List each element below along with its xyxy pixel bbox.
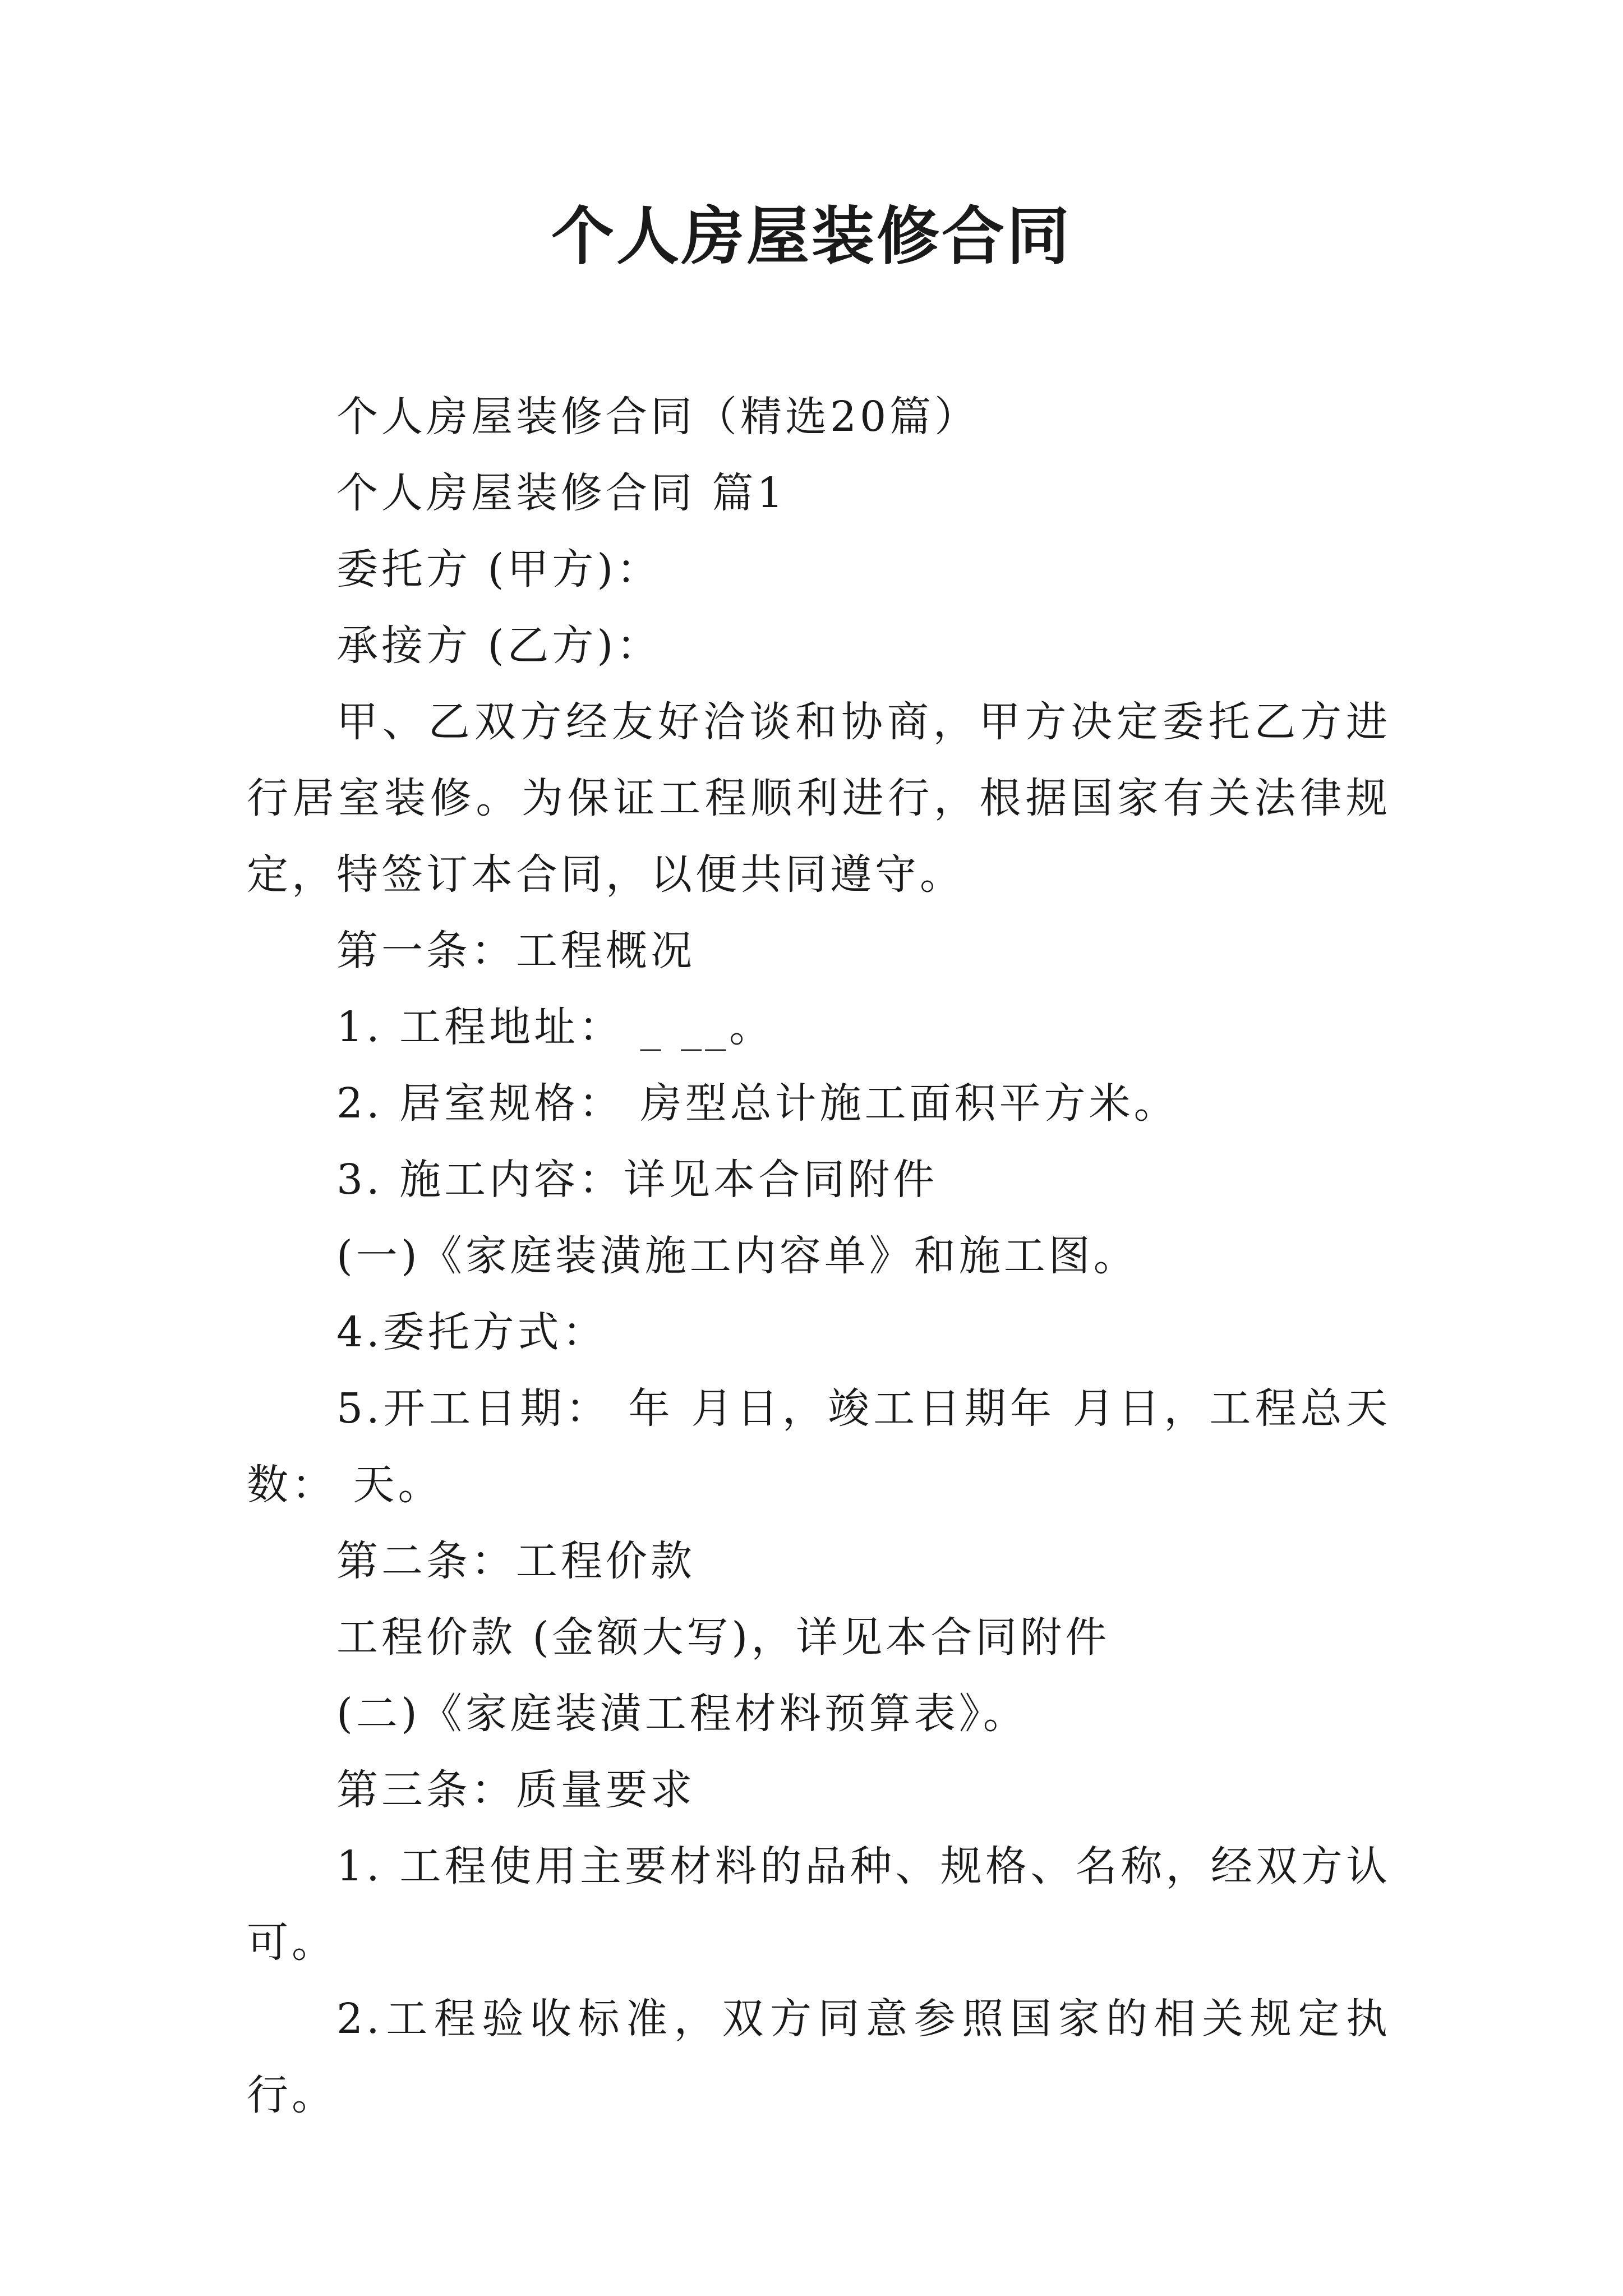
document-title: 个人房屋装修合同 (551, 200, 1072, 273)
paragraph-article-1: 第一条：工程概况 (336, 927, 695, 975)
paragraph-article-2: 第二条：工程价款 (336, 1537, 695, 1585)
paragraph-item: 4.委托方式： (336, 1308, 607, 1356)
paragraph-preamble: 甲、乙双方经友好洽谈和协商，甲方决定委托乙方进行居室装修。为保证工程顺利进行，根据国家有关法律规定，特签订本合同，以便共同遵守。 (247, 698, 1391, 899)
paragraph-subtitle: 个人房屋装修合同（精选20篇） (336, 393, 980, 441)
paragraph-item: 5.开工日期： 年 月日，竣工日期年 月日，工程总天数： 天。 (247, 1384, 1391, 1509)
paragraph-item: 2. 居室规格： 房型总计施工面积平方米。 (336, 1079, 1179, 1128)
paragraph-item: 工程价款 (金额大写)，详见本合同附件 (336, 1613, 1110, 1662)
paragraph-party-b: 承接方 (乙方)： (336, 622, 662, 670)
paragraph-article-3: 第三条：质量要求 (336, 1766, 695, 1814)
paragraph-item: (一)《家庭装潢施工内容单》和施工图。 (336, 1232, 1138, 1280)
paragraph-item: 3. 施工内容：详见本合同附件 (336, 1156, 938, 1204)
document-body (247, 379, 1391, 2133)
paragraph-item: 1. 工程地址： _ __。 (336, 1003, 774, 1051)
paragraph-party-a: 委托方 (甲方)： (336, 545, 662, 593)
paragraph-item: 1. 工程使用主要材料的品种、规格、名称，经双方认可。 (247, 1842, 1391, 1967)
paragraph-item: 2.工程验收标准，双方同意参照国家的相关规定执行。 (247, 1995, 1391, 2119)
paragraph-item: (二)《家庭装潢工程材料预算表》。 (336, 1690, 1028, 1738)
paragraph-section-heading: 个人房屋装修合同 篇1 (336, 469, 787, 517)
